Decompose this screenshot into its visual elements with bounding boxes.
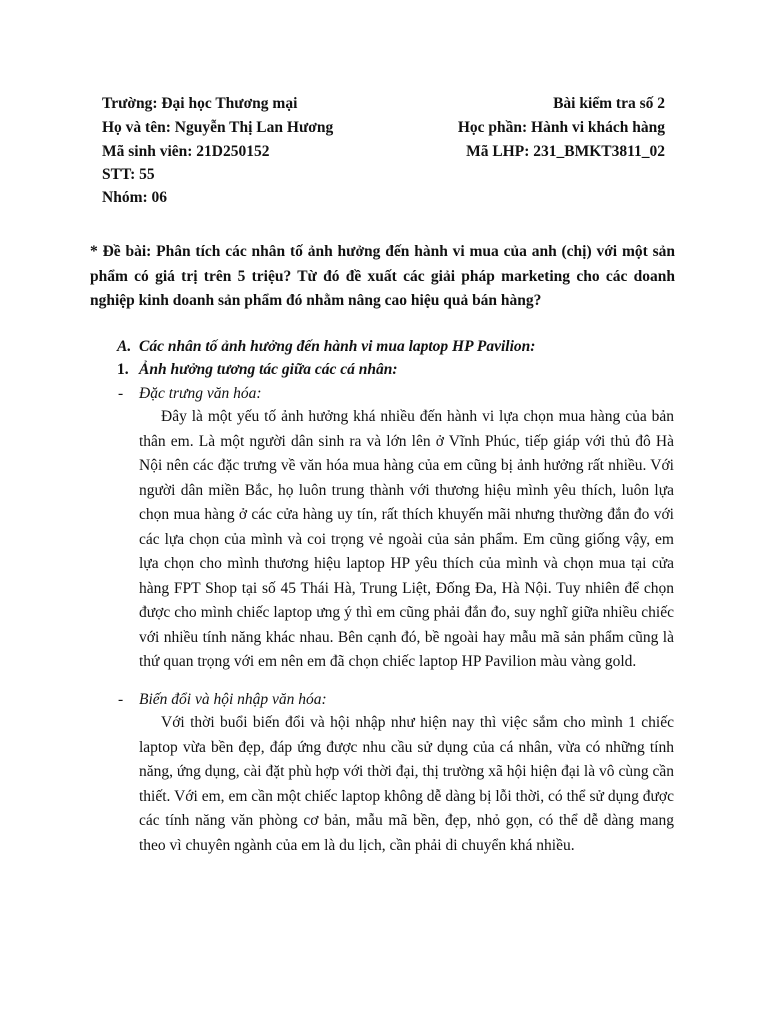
- section-a-title: Các nhân tố ảnh hưởng đến hành vi mua laptop HP Pavilion:: [139, 338, 536, 355]
- stt-label: STT: 55: [102, 166, 155, 183]
- section-1-title: Ảnh hưởng tương tác giữa các cá nhân:: [139, 361, 398, 378]
- header-row-3: [102, 141, 665, 163]
- bullet-dash: -: [118, 691, 124, 708]
- header-row-5: [102, 187, 665, 209]
- section-a-number: A.: [117, 338, 132, 355]
- header-row-1: [102, 93, 665, 115]
- header-row-4: [102, 164, 665, 186]
- course-label: Học phần: Hành vi khách hàng: [457, 119, 665, 136]
- student-id: Mã sinh viên: 21D250152: [102, 143, 270, 160]
- paragraph-cultural-traits: Đây là một yếu tố ảnh hưởng khá nhiều đến hành vi lựa chọn mua hàng của bản thân em. Là một người dân sinh ra và lớn lên ở Vĩnh Phúc, tiếp giáp với thủ đô Hà Nội nên các đặc trưng về văn hóa mua hàng của em cũng bị ảnh hưởng rất nhiều. Với người dân miền Bắc, họ luôn trung thành với thương hiệu mình yêu thích, luôn lựa chọn mua hàng ở các cửa hàng uy tín, rất thích khuyến mãi nhưng thường đắn đo với các lựa chọn của mình và coi trọng vẻ ngoài của sản phẩm. Em cũng giống vậy, em lựa chọn cho mình thương hiệu laptop HP yêu thích của mình và chọn mua tại cửa hàng FPT Shop tại số 45 Thái Hà, Trung Liệt, Đống Đa, Hà Nội. Tuy nhiên để chọn được cho mình chiếc laptop ưng ý thì em cũng phải đắn đo, suy nghĩ giữa nhiều chiếc với nhiều tính năng khác nhau. Bên cạnh đó, bề ngoài hay mẫu mã sản phẩm cũng là thứ quan trọng với em nên em đã chọn chiếc laptop HP Pavilion màu vàng gold.: [139, 408, 674, 670]
- group-label: Nhóm: 06: [102, 189, 168, 206]
- test-label: Bài kiểm tra số 2: [553, 95, 665, 112]
- bullet-title: Đặc trưng văn hóa:: [139, 385, 262, 402]
- paragraph-cultural-integration: Với thời buổi biến đổi và hội nhập như hiện nay thì việc sắm cho mình 1 chiếc laptop vừa bền đẹp, đáp ứng được nhu cầu sử dụng của cá nhân, vừa có những tính năng, ứng dụng, cài đặt phù hợp với thời đại, thị trường xã hội hiện đại là vô cùng cần thiết. Với em, em cần một chiếc laptop không dễ dàng bị lỗi thời, có thể sử dụng được các tính năng văn phòng cơ bản, mẫu mã bền, đẹp, nhỏ gọn, có thể dễ dàng mang theo vì chuyên ngành của em là du lịch, cần phải di chuyển khá nhiều.: [139, 714, 674, 854]
- student-name: Họ và tên: Nguyễn Thị Lan Hương: [102, 119, 334, 136]
- assignment-prompt: * Đề bài: Phân tích các nhân tố ảnh hưởng đến hành vi mua của anh (chị) với một sản phẩm có giá trị trên 5 triệu? Từ đó đề xuất các giải pháp marketing cho các doanh nghiệp kinh doanh sản phẩm đó nhằm nâng cao hiệu quả bán hàng?: [90, 243, 675, 309]
- bullet-dash: -: [118, 385, 124, 402]
- section-1-number: 1.: [117, 361, 129, 378]
- bullet-title: Biến đổi và hội nhập văn hóa:: [139, 691, 327, 708]
- class-code: Mã LHP: 231_BMKT3811_02: [466, 143, 665, 160]
- school-label: Trường: Đại học Thương mại: [102, 95, 298, 112]
- header-row-2: [102, 117, 665, 139]
